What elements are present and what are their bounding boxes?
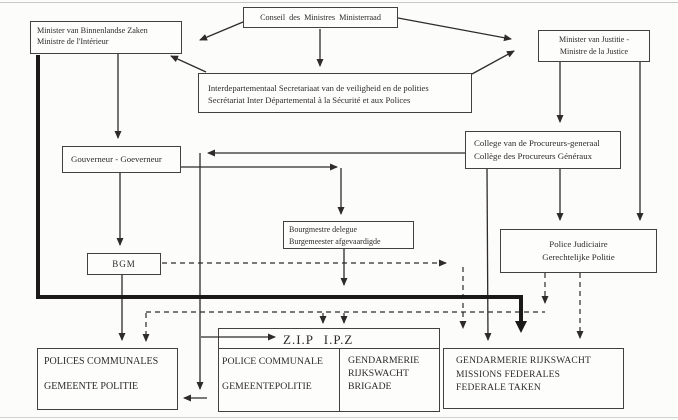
box-label: Conseil des Ministres Ministerraad [260,13,381,22]
box-minister-binnenlandse-zaken [30,21,182,54]
zip-ipz-header [219,329,439,349]
cell-label: RIJKSWACHT [348,368,409,379]
arrow-secretariat-to-min-interieur [171,56,206,72]
box-label: Police Judiciaire [549,239,608,249]
cell-gendarmerie-brigade [340,349,439,412]
arrow-secretariat-to-min-justice [472,51,514,74]
cell-label: POLICE COMMUNALE [222,356,323,367]
box-bgm [87,253,161,275]
box-label: Ministre de l'Intérieur [37,37,109,47]
box-bourgmestre-delegue [283,221,414,249]
box-label: FEDERALE TAKEN [456,383,541,393]
box-label: Ministre de la Justice [559,47,629,56]
box-gendarmerie-missions-federales [443,348,624,409]
scan-edge [0,417,678,418]
zip-ipz-cells [219,349,439,412]
box-label: BGM [112,259,136,269]
box-police-judiciaire [500,229,657,273]
box-label: Secrétariat Inter Départemental à la Sécurité et aux Polices [208,95,411,105]
arrow-college-to-gendarmerie-fed [487,169,488,340]
box-gouverneur [62,146,181,173]
box-label: Minister van Justitie - [559,35,629,44]
box-conseil-des-ministres [243,7,398,28]
box-label: Bourgmestre delegue [289,225,358,234]
box-minister-justitie [538,30,650,62]
box-label: Interdepartementaal Secretariaat van de veiligheid en de polities [208,83,429,93]
box-label: Minister van Binnenlandse Zaken [37,26,148,35]
box-label: Burgemeester afgevaardigde [289,236,381,246]
box-interdepartementaal-secretariaat [198,73,472,113]
box-college-procureurs-generaal [465,131,621,169]
box-label: GEMEENTE POLITIE [44,380,139,392]
arrow-conseil-to-min-interieur [200,22,243,40]
box-label: Gouverneur - Goeverneur [71,154,162,164]
cell-police-communale [219,349,340,412]
cell-label: BRIGADE [348,381,392,392]
arrow-conseil-to-min-justice [398,18,511,39]
zip-ipz-title: Z.I.P I.P.Z [283,332,354,347]
box-polices-communales [37,348,178,410]
scan-edge [0,2,678,3]
box-zip-ipz [218,328,440,412]
cell-label: GENDARMERIE [348,355,420,366]
box-label: MISSIONS FEDERALES [456,369,561,380]
box-label: College van de Procureurs-generaal [474,138,600,148]
box-label: Collège des Procureurs Généraux [474,151,592,161]
cell-label: GEMEENTEPOLITIE [222,381,312,393]
box-label: POLICES COMMUNALES [44,356,159,367]
box-label: Gerechtelijke Politie [542,252,615,262]
box-label: GENDARMERIE RIJKSWACHT [456,356,592,366]
